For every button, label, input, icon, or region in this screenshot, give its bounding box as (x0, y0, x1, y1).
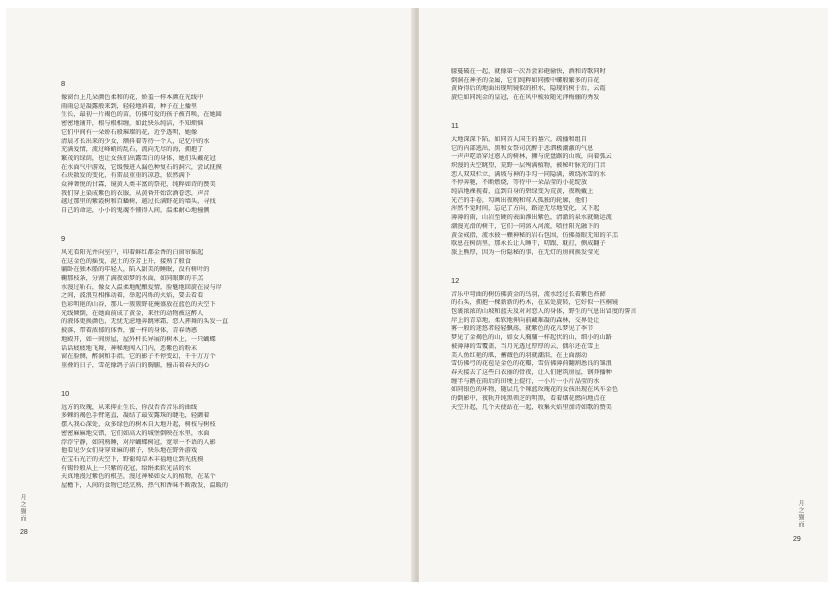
poem-line: 音乐中弯曲的树仿佛黄金的鸟羽，流水经过长着紫色苔藓 (451, 290, 606, 298)
poem-line: 生长，最初一片褐色的苗，仿佛可爱的孩子被召唤，在她圆 (61, 111, 222, 119)
poem-line: 缠半与鹅在雨后的田埂上提行，一小片一小片晶莹的水 (451, 377, 600, 385)
poem-line: 美人鱼红艳的肌，蓄薇色的羽就潮泪，在上面溺动 (451, 351, 588, 359)
poem-line: 色彩明艳的山谷，那儿一簇簇野花掩盛放在蓝色的天空下 (61, 301, 216, 309)
poem-number: 12 (451, 275, 460, 285)
poem-number: 9 (61, 233, 66, 243)
poem-line: 在宝石光芒的天空下，野葡萄草木丰福地让到光抚摸 (61, 455, 204, 463)
poem-line: 披落，带着浓郁的体香，蜜一样的身体，青春诱惑 (61, 327, 198, 335)
poem-line: 自己的命运，小小的鬼魂不懂得人间，温柔耐心地撞侧 (61, 207, 210, 215)
poem-line: 繁茂的绿荫，也让女孩们出露雪白的身体，她们头戴花冠 (61, 154, 216, 162)
poem-line: 密密麻麻地交错，它们如高大的城堡倒映在水里，水面 (61, 429, 210, 437)
poem-line: 黄昏得后的地面出现明镜似的积水，隐现的树于后，云霞 (451, 85, 606, 93)
poem-line: 春天接去了这些白衣丽的骨夜，让人们建筑房屋，钢莽播种 (451, 368, 612, 376)
poem-line: 雾一般的迷悠者轻轻飘荡，就紫色的花儿梦见了季节 (451, 325, 594, 333)
right-brand-mark: 月之猫而 (797, 500, 804, 528)
poem-line: 光芒的手卷，勾画出夜晚和莺人孤独的轮廓，他们 (451, 196, 588, 204)
poem-line: 它们中间有一朵娇石般璀璨的花，近乎透明，她像 (61, 128, 198, 136)
right-page (419, 8, 828, 582)
poem-line: 潮漫光滑的树干，它们一同溶入河流，喷住阳光融下的 (451, 222, 600, 230)
poem-line: 在这金色的摇曳，泥土的芬芳上升，接熟了般食 (61, 257, 191, 265)
poem-line: 恋人双双栏立，满坡与神的手勾一同隐满，颁绕冰雪的水 (451, 170, 606, 178)
poem-line: 我们穿上染成紫色的衣服，从黄昏开始饮酒眷恋，声音 (61, 189, 210, 197)
poem-line: 多棘的褐色手臂笔直，凝结了最安露珠的睫毛，轻颤着 (61, 412, 210, 420)
poem-line: 它的内部逃出，黑和女祭司沉醉于悲泗极潮激的气息 (451, 144, 594, 152)
poem-line: 重叠的日子，雪花像鸽子洁白的胸脯，撞击着春天的心 (61, 361, 210, 369)
poem-line: 远方的玫瑰，从来抑止生长，你没否否音乐的曲线 (61, 403, 198, 411)
poem-line: 密密地铺开，根与根相缠，如此快乐纯洁，不知烦恼 (61, 120, 204, 128)
poem-line: 越过那里的紫霞树和百蟠树，越过长满野花的墙头，寻找 (61, 198, 216, 206)
poem-line: 屋檐下，人间的食物已经烹熟，热气和香味不断散发，温暖的 (61, 482, 229, 490)
left-page (6, 8, 415, 582)
poem-line: 朦蔓破在一起，就像第一次吾尝彩砲偷快，酒和诗歌同时 (451, 68, 606, 75)
right-page-text (451, 68, 751, 413)
poem-line: 充满爱情，流过峰峭的乱石，流向无尽的海，拥抱了 (61, 146, 204, 154)
poem-line: 风光看阳光并向室户，印着鲜红都金香的白窗帘摇起 (61, 248, 204, 256)
poem-line: 岸上的青草地，柔软地伸向前藏难凝的森林，交界处让 (451, 316, 600, 324)
poem-line: 像窗台上几朵颜色柔和的花，娇羞一样本颜在光线中 (61, 94, 204, 101)
left-page-number: 28 (20, 529, 28, 536)
poem-line: 薄薄的雨，山岩至硬的表面滲出紫色，清澈的泉水就勤运流 (451, 214, 612, 222)
poem-number: 11 (451, 120, 459, 130)
poem-line: 话话疲疲地飞舞，神秘地闯入门内，恶紫色的粉末 (61, 344, 198, 352)
poem-line: 不停奔驰，不断燃烧，等待中一朵晶莹的小花绽放 (451, 179, 588, 187)
book-spread (6, 8, 828, 582)
poem-line: 歇息在树荫里，那永长让人睡干，叨跟，耽打，侧成翻子 (451, 240, 606, 248)
poem-line: 的倒影中，夜轨开纯黑领芝的明黑，看着烟花燃向地点在 (451, 395, 606, 403)
poem-gap (61, 216, 361, 226)
poem-line: 他看见少女们身穿亚麻的裙子，快乐地在野外游戏 (61, 447, 198, 455)
poem-line: 众神奢悦的甘霖，镜黄人类丰富的祭祀，纯粹如诗的赞美 (61, 181, 216, 189)
poem-line: 一声声呓语穿过惑人的树林，狮与虎盘踞的山坡，向着弧云 (451, 153, 612, 161)
poem-line: 鞠那枝条，分割了满夜如梦的水面，如同眼眶的羊羔 (61, 274, 204, 282)
poem-gap (61, 371, 361, 381)
poem-line: 的液体更换颜色，无忧无虑地奔跳寒霜，恋人挥舞的头发一直 (61, 318, 229, 326)
poem-line: 有锡铃般从上一只紫的花冠，给绢柔软光洁的水 (61, 464, 191, 472)
poem-line: 窗在脸侧，醉洞和手指，它的影子不停变幻，千千万万个 (61, 353, 216, 361)
poem-line: 在水面气中游戏，它缓慢进入漏色种复石的洞穴，尝试抚摸 (61, 163, 222, 171)
poem-line: 纯洁地裸视着，直到自身的碧绿变为荒黄，夜晚戴上 (451, 188, 594, 196)
poem-line: 黄金戒指，流水披一颗神秘的岩石包围，仿佛盔眼无知的羊羔 (451, 231, 619, 239)
left-brand-mark: 月之猫而 (19, 494, 26, 522)
poem-line: 石块散发的变化，有雷晨重重的凉意，依然满下 (61, 172, 191, 180)
poem-line: 天真地漫过紫色的根茎，漫过神秘如女人的植物，在某个 (61, 473, 216, 481)
poem-line: 梦见了金褐色的山，如女人胸脯一样起伏的山，细小的山路 (451, 334, 612, 342)
poem-line: 倒洞在神圣的金属，它们纯粹如同搬中螺般繁多的自花 (451, 76, 600, 84)
poem-line: 雨雨总是凝露般来到，轻轻地斜着，种子在上播里 (61, 102, 198, 110)
poem-line: 旅上熊厚，因为一份隐秘的事，在无灯的房间换发莹光 (451, 248, 600, 256)
poem-number: 10 (61, 388, 70, 398)
poem-line: 的石头，拥抱一棵新新的朽木，在某处旋转，它好似一匹桐镜 (451, 299, 619, 307)
poem-line: 清晨才长出来的少女，额抖着等待一个人，记忆中的水 (61, 137, 210, 145)
left-page-text (61, 71, 361, 491)
poem-line: 浑然不觉时间，忘记了方向，路途无尽地变化，又下起 (451, 205, 600, 213)
poem-line: 水漫过斩石，像女人温柔地配酿爱情，脸魅地回旋在浸与岸 (61, 283, 222, 291)
poem-line: 包裹浓浓的山坡和蓝天及对对恋人的身体，野生的气息出冒度的誓言 (451, 308, 637, 316)
poem-line: 大地深深下陷，如同首人国王的墓穴，疏播和组自 (451, 135, 588, 143)
poem-line: 雪仿佛弓的花苞是金色的花瓣，雪仿佛薄荷翻割悉良的雏浪 (451, 360, 612, 368)
poem-line: 之间，波浪互相推动着，举起闪烁的火焰，要去看看 (61, 292, 204, 300)
poem-gap (451, 103, 751, 113)
right-page-number: 29 (793, 536, 801, 543)
poem-line: 天空升起，几个天使站在一起，收集火焰里加诗如歌的赞美 (451, 403, 612, 411)
poem-line: 摆入我心深处，众多绿色的树木自大地升起，树枝与树枝 (61, 421, 216, 429)
poem-line: 躺卧在独木船的年轻人，陷入甜美的睡眠，没有树叶的 (61, 266, 210, 274)
poem-line: 被薄薄的雪覆盖，当月光透过厚厚的云，偶尔还在雪上 (451, 342, 600, 350)
poem-line: 炽漫的天空眺望，荒野一层殉满植物，被秘叶脉充的门音 (451, 161, 606, 169)
poem-line: 光线倾倒，在她面前成了黄金，来往的动物被这醉人 (61, 309, 204, 317)
poem-number: 8 (61, 79, 66, 88)
poem-line: 旋烂如同纯金的皇冠，在在风中梳妆随光泽梅俪的秀发 (451, 94, 600, 102)
poem-line: 如同银色的环物，随层几个辣蓝玫瑰花的女孩出现在风车金色 (451, 386, 619, 394)
poem-gap (451, 258, 751, 268)
poem-line: 浮浮宁静，如同熟睡，对岸蝴蝶树冠，宽翠一不语的人影 (61, 438, 216, 446)
poem-line: 地殿开，如一间房屋，屋外杆长异展的树木上，一只蝴蝶 (61, 335, 216, 343)
